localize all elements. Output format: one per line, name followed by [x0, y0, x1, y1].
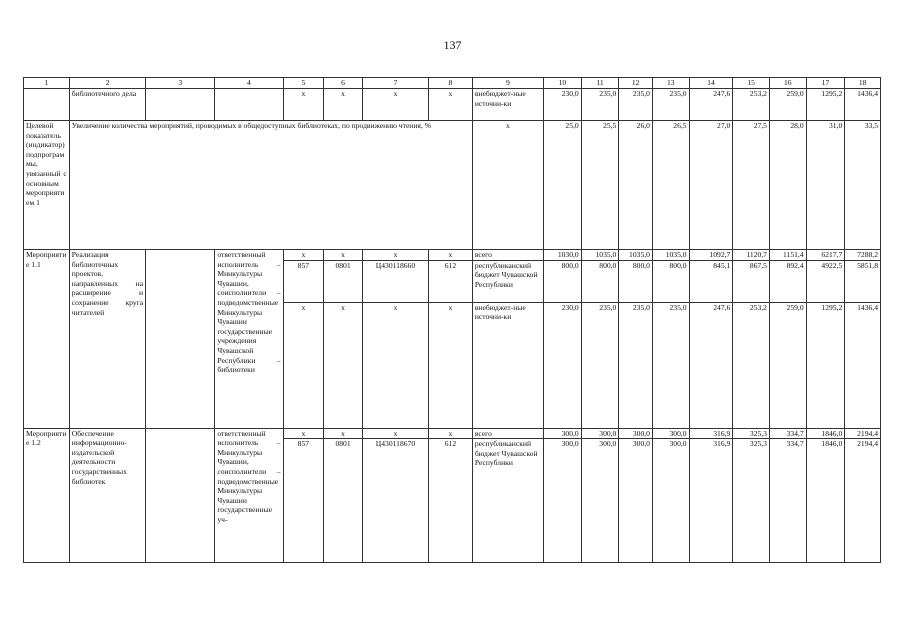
cell-target-article: x: [362, 428, 428, 439]
header-cell: 12: [619, 78, 653, 89]
cell-value: 26,0: [619, 121, 653, 250]
cell-empty: [146, 250, 215, 429]
cell-section: 0801: [324, 260, 363, 302]
cell-value: 800,0: [619, 260, 653, 302]
cell-empty: [146, 428, 215, 563]
cell-grbs: 857: [283, 439, 324, 563]
cell-value: 300,0: [581, 439, 619, 563]
header-cell: 3: [146, 78, 215, 89]
cell-value: 33,5: [845, 121, 881, 250]
cell-value: 300,0: [544, 428, 582, 439]
table-row: [24, 89, 881, 121]
cell-value: 892,4: [769, 260, 806, 302]
header-cell: 8: [429, 78, 473, 89]
cell-funding-source: всего: [472, 428, 543, 439]
cell-value: 316,9: [689, 428, 733, 439]
cell-expense-group: x: [429, 250, 473, 261]
cell-value: 325,3: [733, 439, 770, 563]
cell-section: x: [324, 89, 363, 121]
header-cell: 14: [689, 78, 733, 89]
cell-funding-source: x: [472, 121, 543, 250]
cell-empty: [215, 89, 283, 121]
cell-value: 2194,4: [845, 439, 881, 563]
cell-value: 235,0: [581, 302, 619, 428]
cell-indicator-label: Целевой показатель (индикатор) подпрограммы, увязанный с основным мероприятием 1: [24, 121, 70, 250]
header-cell: 9: [472, 78, 543, 89]
cell-value: 1035,0: [652, 250, 689, 261]
header-cell: 11: [581, 78, 619, 89]
cell-activity: библиотечного дела: [69, 89, 145, 121]
cell-target-article: Ц430118660: [362, 260, 428, 302]
cell-measure-name: Обеспечение информационно-издательской деятельности государственных библиотек: [69, 428, 145, 563]
cell-value: 25,5: [581, 121, 619, 250]
cell-value: 1436,4: [845, 302, 881, 428]
cell-value: 1846,0: [806, 428, 845, 439]
cell-grbs: x: [283, 302, 324, 428]
cell-value: 27,5: [733, 121, 770, 250]
cell-empty: [24, 89, 70, 121]
cell-grbs: x: [283, 250, 324, 261]
cell-value: 253,2: [733, 302, 770, 428]
cell-section: x: [324, 428, 363, 439]
cell-grbs: 857: [283, 260, 324, 302]
cell-grbs: x: [283, 428, 324, 439]
header-cell: 2: [69, 78, 145, 89]
cell-value: 5851,8: [845, 260, 881, 302]
header-cell: 5: [283, 78, 324, 89]
header-cell: 17: [806, 78, 845, 89]
header-cell: 7: [362, 78, 428, 89]
cell-value: 27,0: [689, 121, 733, 250]
cell-measure-name: Реализация библиотечных проектов, направленных на расширение и сохранение круга читателей: [69, 250, 145, 429]
cell-target-article: x: [362, 250, 428, 261]
cell-value: 845,1: [689, 260, 733, 302]
cell-value: 300,0: [619, 439, 653, 563]
cell-funding-source: республиканский бюджет Чувашской Республики: [472, 439, 543, 563]
cell-measure-label: Мероприятие 1.2: [24, 428, 70, 563]
cell-value: 259,0: [769, 302, 806, 428]
cell-value: 300,0: [652, 428, 689, 439]
cell-value: 300,0: [581, 428, 619, 439]
cell-value: 26,5: [652, 121, 689, 250]
cell-value: 7288,2: [845, 250, 881, 261]
cell-value: 1120,7: [733, 250, 770, 261]
cell-value: 325,3: [733, 428, 770, 439]
cell-indicator-text: Увеличение количества мероприятий, проводимых в общедоступных библиотеках, по продвижению чтения, %: [69, 121, 472, 250]
cell-section: 0801: [324, 439, 363, 563]
cell-measure-label: Мероприятие 1.1: [24, 250, 70, 429]
cell-value: 867,5: [733, 260, 770, 302]
cell-value: 1295,2: [806, 302, 845, 428]
cell-empty: [146, 89, 215, 121]
indicator-row: [24, 121, 881, 250]
header-cell: 4: [215, 78, 283, 89]
cell-value: 235,0: [581, 89, 619, 121]
cell-expense-group: 612: [429, 260, 473, 302]
cell-value: 28,0: [769, 121, 806, 250]
cell-value: 1151,4: [769, 250, 806, 261]
cell-target-article: x: [362, 89, 428, 121]
cell-value: 1846,0: [806, 439, 845, 563]
cell-value: 800,0: [652, 260, 689, 302]
cell-responsible: ответственный исполнитель – Минкультуры Чувашии, соисполнители – подведомственные Минкультуры Чувашии государственные уч-: [215, 428, 283, 563]
page-number: 137: [443, 38, 462, 52]
header-cell: 16: [769, 78, 806, 89]
cell-value: 800,0: [544, 260, 582, 302]
cell-value: 1295,2: [806, 89, 845, 121]
cell-value: 25,0: [544, 121, 582, 250]
cell-value: 800,0: [581, 260, 619, 302]
cell-value: 316,9: [689, 439, 733, 563]
header-cell: 13: [652, 78, 689, 89]
cell-value: 4922,5: [806, 260, 845, 302]
header-cell: 6: [324, 78, 363, 89]
cell-value: 230,0: [544, 89, 582, 121]
cell-value: 31,0: [806, 121, 845, 250]
cell-funding-source: всего: [472, 250, 543, 261]
cell-value: 6217,7: [806, 250, 845, 261]
header-cell: 18: [845, 78, 881, 89]
cell-value: 334,7: [769, 428, 806, 439]
cell-target-article: x: [362, 302, 428, 428]
header-cell: 15: [733, 78, 770, 89]
cell-value: 300,0: [619, 428, 653, 439]
cell-section: x: [324, 250, 363, 261]
cell-value: 235,0: [652, 89, 689, 121]
cell-value: 247,6: [689, 89, 733, 121]
cell-value: 1035,0: [619, 250, 653, 261]
header-cell: 1: [24, 78, 70, 89]
cell-expense-group: x: [429, 89, 473, 121]
cell-value: 334,7: [769, 439, 806, 563]
cell-value: 1436,4: [845, 89, 881, 121]
cell-grbs: x: [283, 89, 324, 121]
cell-value: 235,0: [652, 302, 689, 428]
cell-value: 259,0: [769, 89, 806, 121]
cell-value: 235,0: [619, 89, 653, 121]
cell-value: 1092,7: [689, 250, 733, 261]
cell-value: 230,0: [544, 302, 582, 428]
cell-expense-group: x: [429, 302, 473, 428]
cell-funding-source: внебюджет-ные источни-ки: [472, 302, 543, 428]
cell-expense-group: x: [429, 428, 473, 439]
cell-value: 253,2: [733, 89, 770, 121]
cell-expense-group: 612: [429, 439, 473, 563]
cell-value: 247,6: [689, 302, 733, 428]
cell-funding-source: республиканский бюджет Чувашской Республики: [472, 260, 543, 302]
cell-responsible: ответственный исполнитель – Минкультуры Чувашии, соисполнители – подведомственные Минкультуры Чувашии государственные учреждения Чувашской Республики – библиотеки: [215, 250, 283, 429]
table-row: [24, 428, 881, 439]
cell-value: 300,0: [652, 439, 689, 563]
cell-target-article: Ц430118670: [362, 439, 428, 563]
cell-section: x: [324, 302, 363, 428]
cell-value: 1035,0: [581, 250, 619, 261]
header-cell: 10: [544, 78, 582, 89]
cell-value: 235,0: [619, 302, 653, 428]
cell-value: 300,0: [544, 439, 582, 563]
cell-value: 2194,4: [845, 428, 881, 439]
table-row: [24, 250, 881, 261]
budget-table: [23, 77, 881, 563]
table-header-row: [24, 78, 881, 89]
cell-value: 1030,0: [544, 250, 582, 261]
cell-funding-source: внебюджет-ные источни-ки: [472, 89, 543, 121]
